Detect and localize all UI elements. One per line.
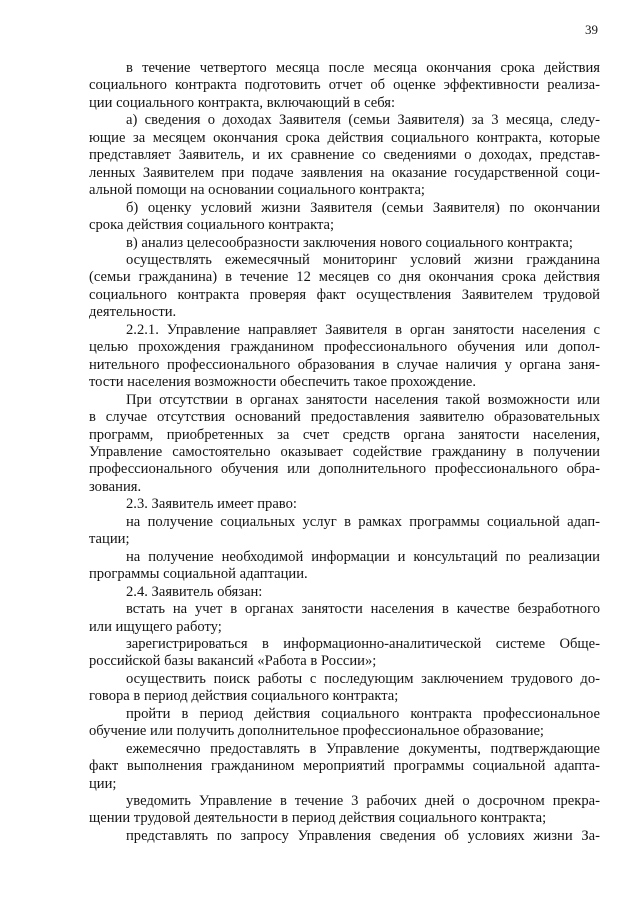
text-line: (семьи гражданина) в течение 12 месяцев со дня окончания срока действия bbox=[89, 269, 600, 286]
paragraph bbox=[89, 584, 600, 601]
text-line: в) анализ целесообразности заключения нового социального контракта; bbox=[126, 234, 573, 251]
text-line: программы социальной адаптации. bbox=[89, 566, 308, 583]
text-line: ежемесячно предоставлять в Управление документы, подтверждающие bbox=[126, 740, 600, 757]
paragraph bbox=[89, 496, 600, 513]
text-line: 2.2.1. Управление направляет Заявителя в орган занятости населения с bbox=[126, 321, 600, 338]
text-line: программ, приобретенных за счет средств органа занятости населения, bbox=[89, 426, 600, 443]
text-line: ции; bbox=[89, 775, 117, 792]
text-line: 2.4. Заявитель обязан: bbox=[126, 583, 263, 600]
text-line: факт выполнения гражданином мероприятий программы социальной адапта- bbox=[89, 758, 600, 775]
paragraph bbox=[89, 112, 600, 199]
text-line: на получение необходимой информации и консультаций по реализации bbox=[126, 548, 600, 565]
text-line: б) оценку условий жизни Заявителя (семьи Заявителя) по окончании bbox=[126, 199, 600, 216]
text-line: ции социального контракта, включающий в себя: bbox=[89, 94, 396, 111]
text-line: осуществить поиск работы с последующим заключением трудового до- bbox=[126, 670, 600, 687]
text-line: социального контракта проверяя факт осуществления Заявителем трудовой bbox=[89, 286, 600, 303]
paragraph bbox=[89, 706, 600, 741]
text-line: срока действия социального контракта; bbox=[89, 217, 335, 234]
text-line: уведомить Управление в течение 3 рабочих дней о досрочном прекра- bbox=[126, 793, 600, 810]
text-line: представляет Заявитель, и их сравнение со сведениями о доходах, представ- bbox=[89, 147, 600, 164]
paragraph bbox=[89, 60, 600, 112]
text-line: альной помощи на основании социального контракта; bbox=[89, 182, 425, 199]
text-line: тости населения возможности обеспечить такое прохождение. bbox=[89, 374, 477, 391]
paragraph bbox=[89, 601, 600, 636]
text-line: обучение или получить дополнительное профессиональное образование; bbox=[89, 723, 544, 740]
text-line: говора в период действия социального контракта; bbox=[89, 688, 399, 705]
text-line: профессионального обучения или дополнительного профессионального обра- bbox=[89, 461, 600, 478]
paragraph bbox=[89, 741, 600, 793]
text-line: зарегистрироваться в информационно-аналитической системе Обще- bbox=[126, 635, 600, 652]
text-line: ленных Заявителем при подаче заявления на оказание государственной соци- bbox=[89, 164, 600, 181]
page-number: 39 bbox=[585, 22, 598, 37]
text-line: российской базы вакансий «Работа в России»; bbox=[89, 653, 377, 670]
text-line: При отсутствии в органах занятости населения такой возможности или bbox=[126, 391, 600, 408]
text-line: социального контракта подготовить отчет об оценке эффективности реализа- bbox=[89, 77, 600, 94]
text-line: встать на учет в органах занятости населения в качестве безработного bbox=[126, 601, 600, 618]
text-line: а) сведения о доходах Заявителя (семьи Заявителя) за 3 месяца, следу- bbox=[126, 112, 600, 129]
paragraph bbox=[89, 322, 600, 392]
text-line: представлять по запросу Управления сведения об условиях жизни За- bbox=[126, 827, 600, 844]
text-line: 2.3. Заявитель имеет право: bbox=[126, 496, 297, 513]
text-line: в течение четвертого месяца после месяца окончания срока действия bbox=[126, 60, 600, 76]
text-line: на получение социальных услуг в рамках программы социальной адап- bbox=[126, 513, 600, 530]
paragraph bbox=[89, 200, 600, 235]
paragraph bbox=[89, 793, 600, 828]
text-line: ющие за месяцем окончания срока действия социального контракта, которые bbox=[89, 129, 600, 146]
paragraph bbox=[89, 636, 600, 671]
text-line: или ищущего работу; bbox=[89, 618, 222, 635]
text-line: осуществлять ежемесячный мониторинг условий жизни гражданина bbox=[126, 251, 600, 268]
text-line: в случае отсутствия оснований предоставления заявителю образовательных bbox=[89, 409, 600, 426]
text-line: пройти в период действия социального контракта профессиональное bbox=[126, 705, 600, 722]
document-body bbox=[89, 60, 600, 845]
text-line: тации; bbox=[89, 531, 130, 548]
paragraph bbox=[89, 549, 600, 584]
paragraph bbox=[89, 828, 600, 845]
paragraph bbox=[89, 514, 600, 549]
text-line: Управление самостоятельно оказывает содействие гражданину в получении bbox=[89, 443, 600, 460]
paragraph bbox=[89, 671, 600, 706]
text-line: целью прохождения гражданином профессионального обучения или допол- bbox=[89, 339, 600, 356]
text-line: деятельности. bbox=[89, 304, 177, 321]
paragraph bbox=[89, 392, 600, 497]
paragraph bbox=[89, 235, 600, 252]
text-line: зования. bbox=[89, 478, 142, 495]
text-line: щении трудовой деятельности в период действия социального контракта; bbox=[89, 810, 547, 827]
paragraph bbox=[89, 252, 600, 322]
text-line: нительного профессионального образования в случае наличия у органа заня- bbox=[89, 356, 600, 373]
